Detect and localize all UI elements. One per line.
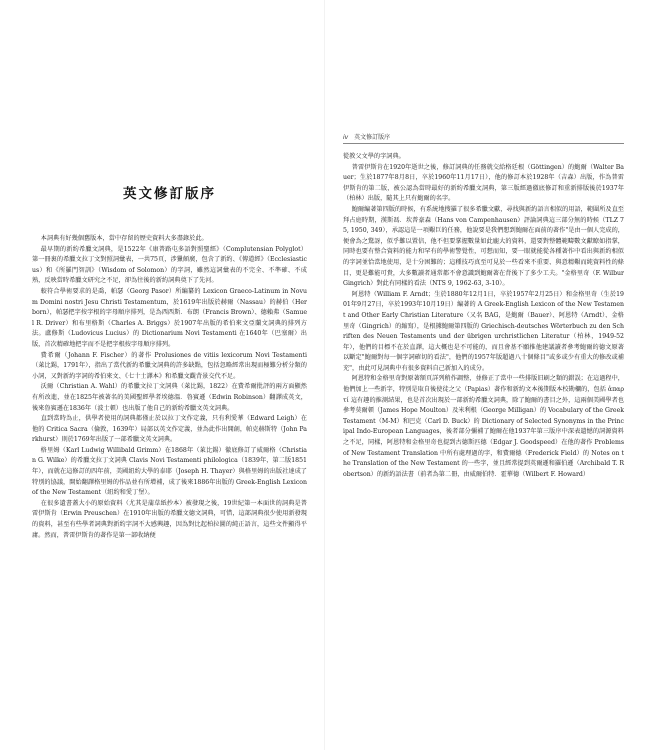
- right-paragraph: 阿恩特（William F. Arndt；生於1880年12月1日，卒於1957年2月25日）和金格里奇（生於1901年9月27日，卒於1993年10月19日）編著的 A Greek-English Lexicon of the New Testament and Other Early Christian Literature（又名 BAG，是鮑爾（Bauer）、阿恩特（Arndt）、金格里奇（Gingrich）的縮寫），是根據鮑爾第四版的 Griechisch-deutsches Wörterbuch zu den Schriften des Neuen Testaments und der übrigen urchristlichen Literatur（柏林，1949-52年），他們的目標不在於直譯，這大概也是不可能的，而且會基不願推他建議讀者參考鮑爾的德文原著以斷定"鮑爾對每一個字詞確切的看法"，他們的1957年版超過八十個條目"或多或少有重大的修改或補充"，由此可見詞典中有很多資料自己新加入的成分。: [343, 290, 624, 372]
- left-paragraph: 較符合學術要求的是喬，帕瑟（Georg Pasor）所編纂的 Lexicon Graeco-Latinum in Novum Domini nostri Jesu Christi Testamentum，於1619年出版於赫爾（Nassau）的赫伯（Herborn），帕瑟把字按字根的字母順序排列，是為西西斯．布朗（Francis Brown）、德賴弗（Samuel R. Driver）和布里格斯（Charles A. Briggs）於1907年出版的希伯來文亞蘭文詞典的排列方法。盧修斯（Ludovicus Lucius）的 Dictionarium Novi Testamenti 在1640年（巴塞爾）出版，首次精確地把字而不是把字根按字母順序排列。: [32, 287, 307, 348]
- left-paragraph: 沃爾（Christian A. Wahl）的希臘文拉丁文詞典（萊比錫，1822）在費希爾批評的兩方面顯然有所改進，並在1825年被著名的美國聖經學者埃德溫．魯賓遜（Edwin Robinson）翻譯成英文，後來魯賓遜在1836年（波士頓）也出版了他自己的新約希臘文英文詞典。: [32, 383, 307, 412]
- left-page-body: [32, 234, 307, 541]
- right-paragraph: 鮑爾編著第四版的時候，有系統地搜羅了很多希臘文獻，尋找與新約語言相似的用語，範圍所及直至拜占庭時期，漢斯馮．坎普豪森（Hans von Campenhausen）評論詞典這三部分無的時候（TLZ 75, 1950, 349），承認這是一項艱巨的任務，他說要是我們想到鮑爾在面前的著作"是由一個人完成的，便會為之驚訝，似乎難以置信，他不但要掌握數量如此龐大的資料，還要對整體範疇數文獻瞭如指掌，同時也要有整合資料的能力和罕有的學術警覺性，可想而知，要一眼就能從各種著作中看出與新約相似的字詞並恰當地使用，是十分困難的；這種技巧真至可見於一些看來不重要、與意精艱而純資料性的條目，更是難能可貴，大多數讀者通常都不會意識到鮑爾著在背後下了多少工夫。"金格里奇（F. Wilbur Gingrich）對此有同樣的看法（NTS 9, 1962-63, 3-10）。: [343, 205, 624, 288]
- right-paragraph: 阿恩特和金格里奇對原著額頁詳列稍作調整，並修正了當中一些排版旧刷之類的錯誤；在這過程中，他們加上一些新字，特別是取自後使徒之父（Papias）著作和新約文本後期版本校勘欄的，包括 ἀπαρτί 這有趣的推測結果，也是首次出現於一部新約希臘文詞典，除了鮑爾的書目之外，這兩個美國學者也參考莫爾頓（James Hope Moulton）及米利根（George Milligan）的 Vocabulary of the Greek Testament（M-M）和巴克（Carl D. Buck）的 Dictionary of Selected Synonyms in the Principal Indo-European Languages，後者部分彌補了鮑爾在他1937年第三版序中深表遺憾的詞源資料之不足，同樣，阿恩特和金格里奇也提到古德斯匹德（Edgar J. Goodspeed）在他的著作 Problems of New Testament Translation 中所有處理過的字，和費爾德（Frederick Field）的 Notes on the Translation of the New Testament 的一些字，並且經常提到英爾遜和羅伯遜（Archibald T. Robertson）的新約語法書（前者為第二冊，由威爾伯特．霍華德（Wilbert F. Howard）: [343, 375, 624, 478]
- left-paragraph: 格里姆（Karl Ludwig Willibald Grimm）在1868年（萊比錫）徹底修訂了威爾格（Christian G. Wilke）的希臘文拉丁文詞典 Clavis Novi Testamenti philologica（1839年，第二版1851年），而就在這修訂的四年前，美國紐約大學的泰耶（Joseph H. Thayer）與格里姆的出版社達成了特別的協議，開始翻譯格里姆的作品並有所增補，成了後來1886年出版的 Greek-English Lexicon of the New Testament（紐約和愛丁堡）。: [32, 446, 307, 497]
- right-page-body: [343, 152, 624, 480]
- left-paragraph: 在很多遺書蓋大小的原始資料（尤其是蒲草紙抄本）被發現之後，19世紀第一本面世的詞典是普雷伊斯肯（Erwin Preuschen）在1910年出版的希臘文德文詞典，可惜，這部詞典很少使用新發現的資料，甚至有些學者詞典對新約字詞不大感興趣，因為對比起柏拉圖的純正語言，這些文件顯得平庸。然而，普雷伊斯肯的著作是第一部收納便: [32, 499, 307, 539]
- preface-title: 英文修訂版序: [123, 186, 216, 202]
- right-paragraph: 從教父文學的字詞典。: [343, 153, 405, 160]
- right-page: [325, 0, 650, 750]
- left-paragraph: 直到當時為止，供學者使用的詞典都僅止於以拉丁文作定義，只有利愛華（Edward Leigh）在他的 Critica Sacra（倫敦，1639年）局部以英文作定義，並為此作出開創，帕克赫斯特（John Parkhurst）則於1769年出版了一部希臘文英文詞典。: [32, 415, 307, 444]
- running-head: [343, 132, 624, 144]
- page-number: iv: [343, 134, 349, 141]
- right-paragraph: 普雷伊斯肯在1920年逝世之後，修訂詞典的任務就交給格廷根（Göttingen）的鮑爾（Walter Bauer；生於1877年8月8日，卒於1960年11月17日），他的修訂本於1928年（吉森）出版，作為普雷伊斯肯的第二版，被公認為當時最好的新約希臘文詞典，第三版經過徹底修訂和重新排版後於1937年（柏林）出版，隨其上只有鮑爾的名字。: [343, 163, 624, 203]
- left-paragraph: 費希爾（Johann F. Fischer）的著作 Prolusiones de vitiis lexicorum Novi Testamenti（萊比錫，1791年），指出了當代新約希臘文詞典的許多缺點，包括忽略經常出現而極難分析分類的小詞，又對新約字詞的希伯來文、《七十士譯本》和希臘文觀背景交代不足。: [32, 351, 307, 380]
- left-paragraph: 本詞典有好幾個舊版本，當中存留的歷史資料大多盡錄於此。: [40, 235, 208, 242]
- left-paragraph: 最早期的新約希臘文詞典，是1522年《康普路屯多語對照聖經》（Complutensian Polyglot）第一冊裏的希臘文拉丁文對照詞彙表，一共75頁，涉獵頗廣，包含了新約、《傳道經》（Ecclesiasticus）和《所羅門智訓》（Wisdom of Solomon）的字詞，雖然這詞彙表的不完全、不準確、不成熟，反映當時希臘文研究之不足，卻為往後的新約詞典奠下了先河。: [32, 245, 307, 285]
- running-head-label: 英文修訂版序: [354, 134, 391, 141]
